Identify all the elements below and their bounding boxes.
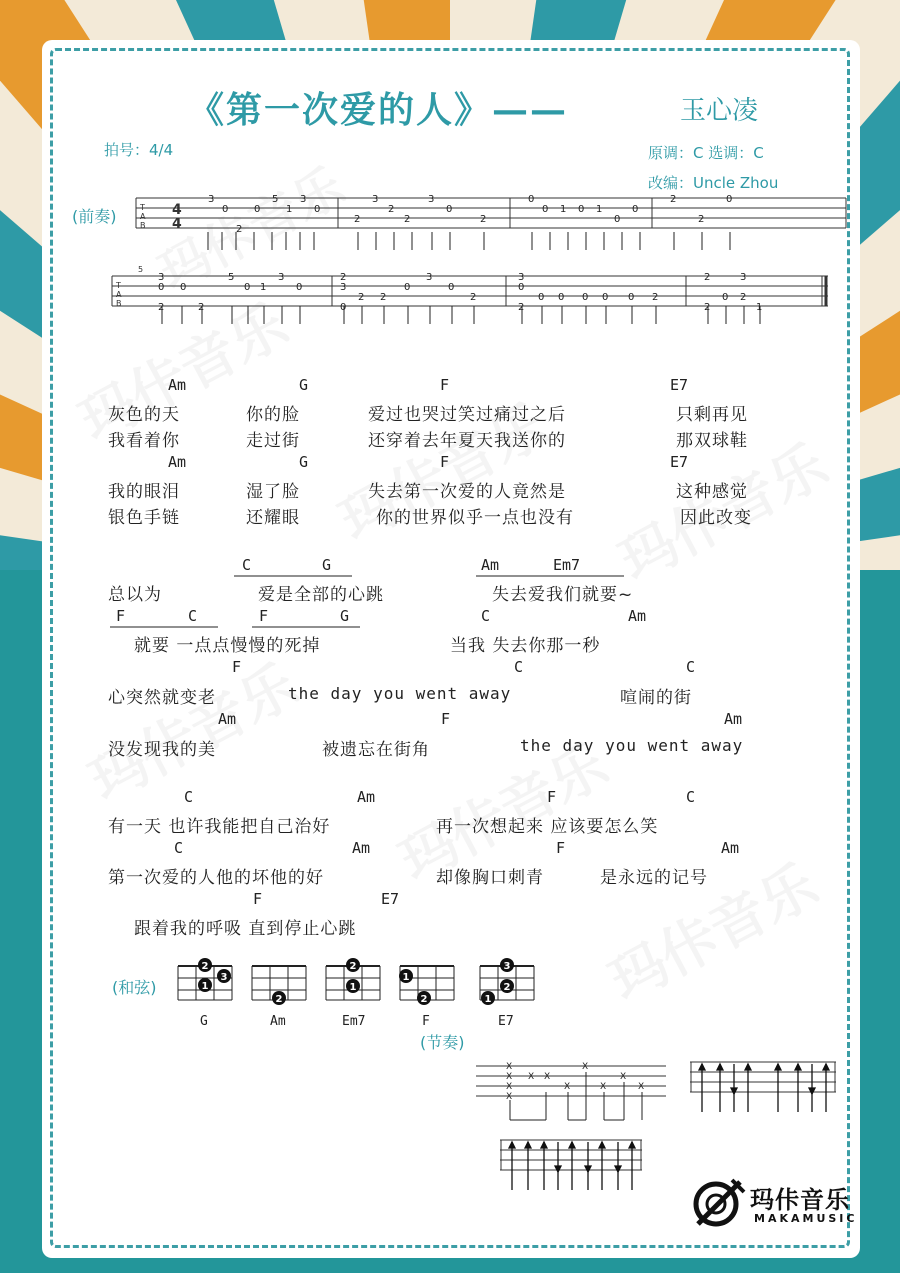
lyric: 走过街: [246, 431, 300, 451]
svg-text:2: 2: [201, 961, 209, 972]
rhythm-pattern-1: [476, 1058, 672, 1122]
svg-text:2: 2: [275, 994, 283, 1005]
tab-fret-number: 0: [578, 204, 585, 215]
chord: E7: [670, 453, 689, 471]
strum-arrow: [599, 1142, 605, 1148]
chord-diagram-e7: [474, 956, 544, 1006]
logo-subtitle: MAKAMUSIC: [754, 1212, 858, 1225]
rhythm-pattern-3: [500, 1136, 644, 1202]
lyric: 银色手链: [108, 508, 180, 528]
lyric: 心突然就变老: [108, 688, 216, 708]
chord: F: [253, 890, 263, 908]
tab-fret-number: 0: [340, 302, 347, 313]
svg-text:B: B: [116, 299, 122, 308]
lyric: 爱过也哭过笑过痛过之后: [368, 405, 566, 425]
rhythm-pattern-2: [690, 1054, 838, 1124]
svg-text:X: X: [506, 1072, 513, 1082]
lyric: the day you went away: [288, 684, 512, 703]
tab-fret-number: 0: [244, 282, 251, 293]
tab-fret-number: 0: [582, 292, 589, 303]
tab-fret-number: 2: [704, 272, 711, 283]
chord-diagram-g: [172, 956, 242, 1006]
tab-fret-number: 0: [254, 204, 261, 215]
tab-fret-number: 3: [300, 194, 307, 205]
tab-fret-number: 2: [354, 214, 361, 225]
tab-fret-number: 3: [158, 272, 165, 283]
lyric: 湿了脸: [246, 482, 300, 502]
tab-fret-number: 3: [740, 272, 747, 283]
tab-fret-number: 2: [480, 214, 487, 225]
song-title: 《第一次爱的人》——: [188, 89, 569, 131]
chord: Am: [357, 788, 376, 806]
lyric: 还耀眼: [246, 508, 300, 528]
lyric: 被遗忘在街角: [322, 740, 430, 760]
strum-arrow: [629, 1142, 635, 1148]
tab-fret-number: 0: [448, 282, 455, 293]
svg-text:X: X: [544, 1072, 551, 1082]
svg-text:X: X: [620, 1072, 627, 1082]
strum-arrow: [809, 1088, 815, 1094]
tab-fret-number: 0: [158, 282, 165, 293]
tab-fret-number: 0: [602, 292, 609, 303]
tab-fret-number: 2: [236, 224, 243, 235]
svg-text:A: A: [140, 212, 146, 221]
chord: F: [440, 453, 450, 471]
chord: F: [440, 376, 450, 394]
chord: C: [188, 607, 198, 625]
chord: E7: [670, 376, 689, 394]
chord-diagram-label: G: [200, 1014, 208, 1029]
svg-text:X: X: [582, 1062, 589, 1072]
strum-arrow: [555, 1166, 561, 1172]
tab-fret-number: 1: [286, 204, 293, 215]
tab-staff-row-1: [132, 188, 852, 258]
tab-fret-number: 0: [180, 282, 187, 293]
lyric: 这种感觉: [676, 482, 748, 502]
strum-arrow: [745, 1064, 751, 1070]
lyric: 那双球鞋: [676, 431, 748, 451]
tab-fret-number: 5: [272, 194, 279, 205]
arranger: 改编：Uncle Zhou: [648, 174, 779, 192]
chord: G: [322, 556, 332, 574]
svg-text:1: 1: [484, 994, 492, 1005]
chord: F: [232, 658, 242, 676]
chord: G: [299, 453, 309, 471]
chord: Am: [724, 710, 743, 728]
lyric: 失去爱我们就要~: [492, 585, 634, 605]
chord: C: [184, 788, 194, 806]
strum-arrow: [585, 1166, 591, 1172]
tab-fret-number: 0: [538, 292, 545, 303]
svg-text:4: 4: [172, 202, 182, 218]
chord: Am: [628, 607, 647, 625]
svg-text:A: A: [116, 290, 122, 299]
tab-fret-number: 2: [358, 292, 365, 303]
tab-fret-number: 0: [314, 204, 321, 215]
svg-text:1: 1: [201, 981, 209, 992]
strum-arrow: [823, 1064, 829, 1070]
lyric: 当我 失去你那一秒: [450, 636, 601, 656]
tab-fret-number: 2: [670, 194, 677, 205]
tab-fret-number: 1: [560, 204, 567, 215]
lyric: 却像胸口刺青: [436, 868, 544, 888]
lyric: 有一天 也许我能把自己治好: [108, 817, 331, 837]
lyric: 失去第一次爱的人竟然是: [368, 482, 566, 502]
chord: C: [174, 839, 184, 857]
chord: C: [686, 658, 696, 676]
tab-fret-number: 0: [722, 292, 729, 303]
svg-text:B: B: [140, 221, 146, 230]
lyric: 第一次爱的人他的坏他的好: [108, 868, 324, 888]
svg-text:X: X: [528, 1072, 535, 1082]
lyric: 你的脸: [246, 405, 300, 425]
svg-text:2: 2: [420, 994, 428, 1005]
tab-fret-number: 2: [704, 302, 711, 313]
svg-text:X: X: [506, 1062, 513, 1072]
tab-fret-number: 0: [726, 194, 733, 205]
svg-text:1: 1: [349, 982, 357, 993]
chord: Am: [721, 839, 740, 857]
lyric: 就要 一点点慢慢的死掉: [134, 636, 321, 656]
tab-fret-number: 3: [372, 194, 379, 205]
strum-arrow: [569, 1142, 575, 1148]
makamusic-logo-icon: [692, 1176, 748, 1230]
tab-fret-number: 2: [380, 292, 387, 303]
lyric: 再一次想起来 应该要怎么笑: [436, 817, 659, 837]
svg-text:X: X: [638, 1082, 645, 1092]
chord: C: [686, 788, 696, 806]
chord: F: [259, 607, 269, 625]
logo-name: 玛佧音乐: [750, 1186, 850, 1214]
tab-fret-number: 2: [740, 292, 747, 303]
tab-fret-number: 3: [518, 272, 525, 283]
chord: G: [340, 607, 350, 625]
tab-fret-number: 2: [340, 272, 347, 283]
svg-text:X: X: [600, 1082, 607, 1092]
tab-fret-number: 0: [628, 292, 635, 303]
lyric: 只剩再见: [676, 405, 748, 425]
intro-label: (前奏): [72, 207, 117, 226]
chord: F: [441, 710, 451, 728]
tab-fret-number: 2: [698, 214, 705, 225]
svg-text:T: T: [116, 281, 121, 290]
chord: Am: [481, 556, 500, 574]
chord: F: [116, 607, 126, 625]
chord: Am: [218, 710, 237, 728]
chord: C: [242, 556, 252, 574]
svg-text:1: 1: [402, 972, 410, 983]
tab-fret-number: 3: [278, 272, 285, 283]
chord-diagram-label: E7: [498, 1014, 514, 1029]
tab-fret-number: 1: [756, 302, 763, 313]
tab-fret-number: 2: [518, 302, 525, 313]
chord: F: [547, 788, 557, 806]
chord: Am: [352, 839, 371, 857]
chord-diagram-label: Em7: [342, 1014, 366, 1029]
chord: G: [299, 376, 309, 394]
lyric: 灰色的天: [108, 405, 180, 425]
tab-fret-number: 1: [596, 204, 603, 215]
tab-fret-number: 2: [158, 302, 165, 313]
key-info: 原调：C 选调：C: [648, 144, 764, 162]
strum-arrow: [615, 1166, 621, 1172]
svg-text:3: 3: [220, 972, 228, 983]
tab-fret-number: 2: [404, 214, 411, 225]
lyric: 跟着我的呼吸 直到停止心跳: [134, 919, 357, 939]
tab-fret-number: 0: [518, 282, 525, 293]
chord: Am: [168, 453, 187, 471]
tab-fret-number: 1: [260, 282, 267, 293]
chord-diagram-em7: [320, 956, 390, 1006]
tab-fret-number: 0: [614, 214, 621, 225]
strum-arrow: [775, 1064, 781, 1070]
tab-fret-number: 2: [652, 292, 659, 303]
chord: E7: [381, 890, 400, 908]
strum-arrow: [541, 1142, 547, 1148]
tab-fret-number: 2: [198, 302, 205, 313]
svg-text:2: 2: [503, 982, 511, 993]
measure-number: 5: [138, 265, 144, 274]
svg-text:X: X: [564, 1082, 571, 1092]
tab-fret-number: 0: [296, 282, 303, 293]
lyric: the day you went away: [520, 736, 744, 755]
tab-fret-number: 3: [426, 272, 433, 283]
lyric: 爱是全部的心跳: [258, 585, 384, 605]
lyric: 我看着你: [108, 431, 180, 451]
lyric: 还穿着去年夏天我送你的: [368, 431, 566, 451]
strum-arrow: [731, 1088, 737, 1094]
lyric: 我的眼泪: [108, 482, 180, 502]
chord-diagram-label: Am: [270, 1014, 286, 1029]
tab-fret-number: 0: [558, 292, 565, 303]
strum-arrow: [717, 1064, 723, 1070]
chord: C: [481, 607, 491, 625]
tab-fret-number: 0: [446, 204, 453, 215]
chord: C: [514, 658, 524, 676]
strum-arrow: [699, 1064, 705, 1070]
strum-arrow: [509, 1142, 515, 1148]
tab-staff-row-2: [108, 262, 838, 337]
tab-fret-number: 2: [388, 204, 395, 215]
tab-fret-number: 5: [228, 272, 235, 283]
svg-text:3: 3: [503, 961, 511, 972]
artist-name: 玉心凌: [680, 96, 759, 126]
svg-text:T: T: [140, 203, 145, 212]
tab-fret-number: 3: [208, 194, 215, 205]
lyric: 喧闹的街: [620, 688, 692, 708]
chord: Am: [168, 376, 187, 394]
time-signature: 拍号：4/4: [104, 141, 174, 159]
strum-arrow: [525, 1142, 531, 1148]
svg-text:4: 4: [172, 216, 182, 232]
chord-diagram-am: [246, 956, 316, 1006]
chord: Em7: [553, 556, 581, 574]
chords-label: (和弦): [112, 978, 157, 997]
strum-arrow: [795, 1064, 801, 1070]
tab-fret-number: 0: [528, 194, 535, 205]
lyric: 总以为: [108, 585, 162, 605]
chord: F: [556, 839, 566, 857]
tab-fret-number: 0: [632, 204, 639, 215]
rhythm-label: (节奏): [420, 1033, 465, 1052]
lyric: 你的世界似乎一点也没有: [376, 508, 574, 528]
chord-diagram-f: [394, 956, 464, 1006]
lyric: 没发现我的美: [108, 740, 216, 760]
tab-fret-number: 0: [222, 204, 229, 215]
tab-fret-number: 3: [428, 194, 435, 205]
svg-text:X: X: [506, 1092, 513, 1102]
svg-text:X: X: [506, 1082, 513, 1092]
tab-fret-number: 0: [404, 282, 411, 293]
chord-diagram-label: F: [422, 1014, 430, 1029]
tab-fret-number: 3: [340, 282, 347, 293]
lyric: 是永远的记号: [600, 868, 708, 888]
svg-text:2: 2: [349, 961, 357, 972]
lyric: 因此改变: [680, 508, 752, 528]
tab-fret-number: 0: [542, 204, 549, 215]
tab-fret-number: 2: [470, 292, 477, 303]
